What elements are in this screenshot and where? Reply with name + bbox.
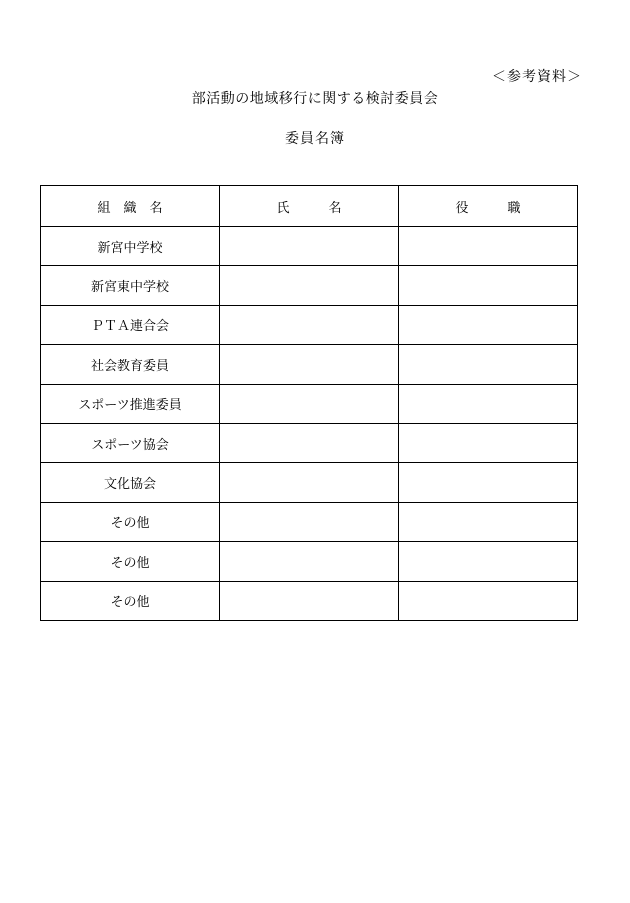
organization-cell: 社会教育委員 (41, 345, 220, 384)
table-header-row (41, 186, 578, 227)
position-cell (399, 384, 578, 423)
table-row (41, 542, 578, 581)
table-row (41, 345, 578, 384)
position-cell (399, 542, 578, 581)
table-row (41, 581, 578, 620)
position-cell (399, 227, 578, 266)
document-subtitle: 委員名簿 (285, 131, 345, 147)
organization-cell: その他 (41, 542, 220, 581)
member-roster-table (40, 185, 578, 621)
name-cell (220, 384, 399, 423)
position-cell (399, 305, 578, 344)
position-cell (399, 581, 578, 620)
column-header-name: 氏 名 (220, 186, 399, 227)
table-row (41, 502, 578, 541)
position-cell (399, 463, 578, 502)
position-cell (399, 266, 578, 305)
table-row (41, 463, 578, 502)
name-cell (220, 542, 399, 581)
reference-material-label: ＜参考資料＞ (492, 69, 582, 85)
name-cell (220, 305, 399, 344)
name-cell (220, 581, 399, 620)
table-row (41, 305, 578, 344)
organization-cell: 新宮中学校 (41, 227, 220, 266)
organization-cell: 文化協会 (41, 463, 220, 502)
position-cell (399, 502, 578, 541)
organization-cell: スポーツ推進委員 (41, 384, 220, 423)
organization-cell: スポーツ協会 (41, 423, 220, 462)
organization-cell: ＰＴＡ連合会 (41, 305, 220, 344)
table-row (41, 384, 578, 423)
name-cell (220, 345, 399, 384)
name-cell (220, 227, 399, 266)
document-title: 部活動の地域移行に関する検討委員会 (191, 91, 439, 107)
position-cell (399, 345, 578, 384)
table-row (41, 266, 578, 305)
name-cell (220, 266, 399, 305)
organization-cell: 新宮東中学校 (41, 266, 220, 305)
organization-cell: その他 (41, 502, 220, 541)
column-header-position: 役 職 (399, 186, 578, 227)
organization-cell: その他 (41, 581, 220, 620)
table-row (41, 227, 578, 266)
position-cell (399, 423, 578, 462)
table-row (41, 423, 578, 462)
name-cell (220, 463, 399, 502)
name-cell (220, 502, 399, 541)
column-header-organization: 組 織 名 (41, 186, 220, 227)
name-cell (220, 423, 399, 462)
